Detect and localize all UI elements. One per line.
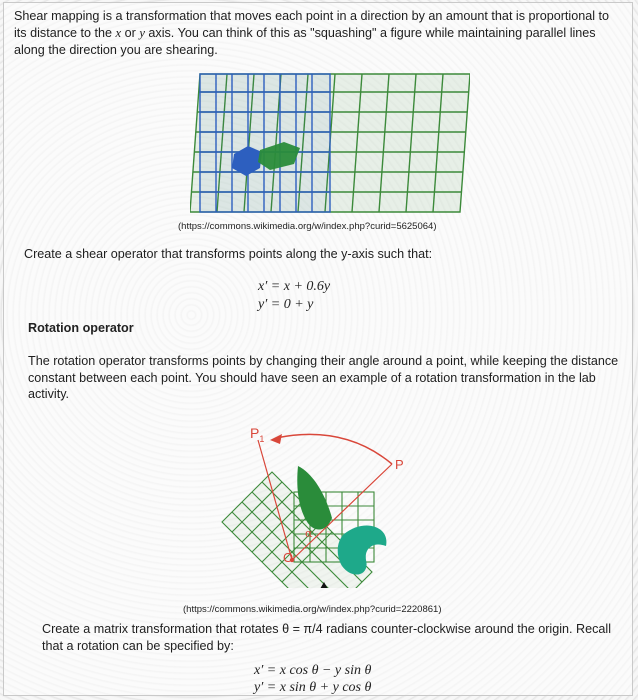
rotation-desc-line-2: constant between each point. You should have seen an example of a rotation transformation in the lab (28, 371, 596, 385)
shear-image-caption: (https://commons.wikimedia.org/w/index.php?curid=5625064) (178, 221, 437, 232)
rotation-figure (214, 422, 414, 588)
label-p: P (395, 457, 404, 472)
rotation-desc-line-1: The rotation operator transforms points by changing their angle around a point, while keeping the distance (28, 354, 619, 368)
shear-intro-line-3: along the direction you are shearing. (14, 43, 218, 57)
var-x: x (115, 26, 122, 40)
rotation-equation-2: y′ = x sin θ + y cos θ (254, 680, 372, 695)
rotation-image-caption: (https://commons.wikimedia.org/w/index.php?curid=2220861) (183, 604, 442, 615)
rotation-task-line-1: Create a matrix transformation that rotates θ = π/4 radians counter-clockwise around the origin. Recall (42, 622, 612, 636)
arc-arrowhead (270, 434, 282, 444)
rotation-desc-line-3: activity. (28, 387, 70, 401)
shear-intro-line-2: its distance to the x or y axis. You can think of this as "squashing" a figure while maintaining parallel lines (14, 26, 596, 40)
rotation-equation-1: x′ = x cos θ − y sin θ (254, 663, 372, 678)
rotation-task-line-2: that a rotation can be specified by: (42, 639, 234, 653)
shear-equation-1: x′ = x + 0.6y (258, 279, 331, 294)
teal-shape (338, 525, 387, 574)
rotation-arc (276, 434, 392, 464)
shear-equation-2: y′ = 0 + y (258, 297, 314, 312)
shear-intro-line-1: Shear mapping is a transformation that moves each point in a direction by an amount that is proportional to (14, 9, 610, 23)
rotation-heading: Rotation operator (28, 321, 134, 335)
shear-mapping-figure (190, 72, 470, 214)
label-p1: $P_1$ (250, 425, 265, 444)
label-alpha: α (305, 527, 313, 540)
shear-task: Create a shear operator that transforms points along the y-axis such that: (24, 247, 433, 261)
var-y: y (139, 26, 145, 40)
label-origin: O (283, 550, 294, 565)
original-grid (200, 74, 330, 212)
